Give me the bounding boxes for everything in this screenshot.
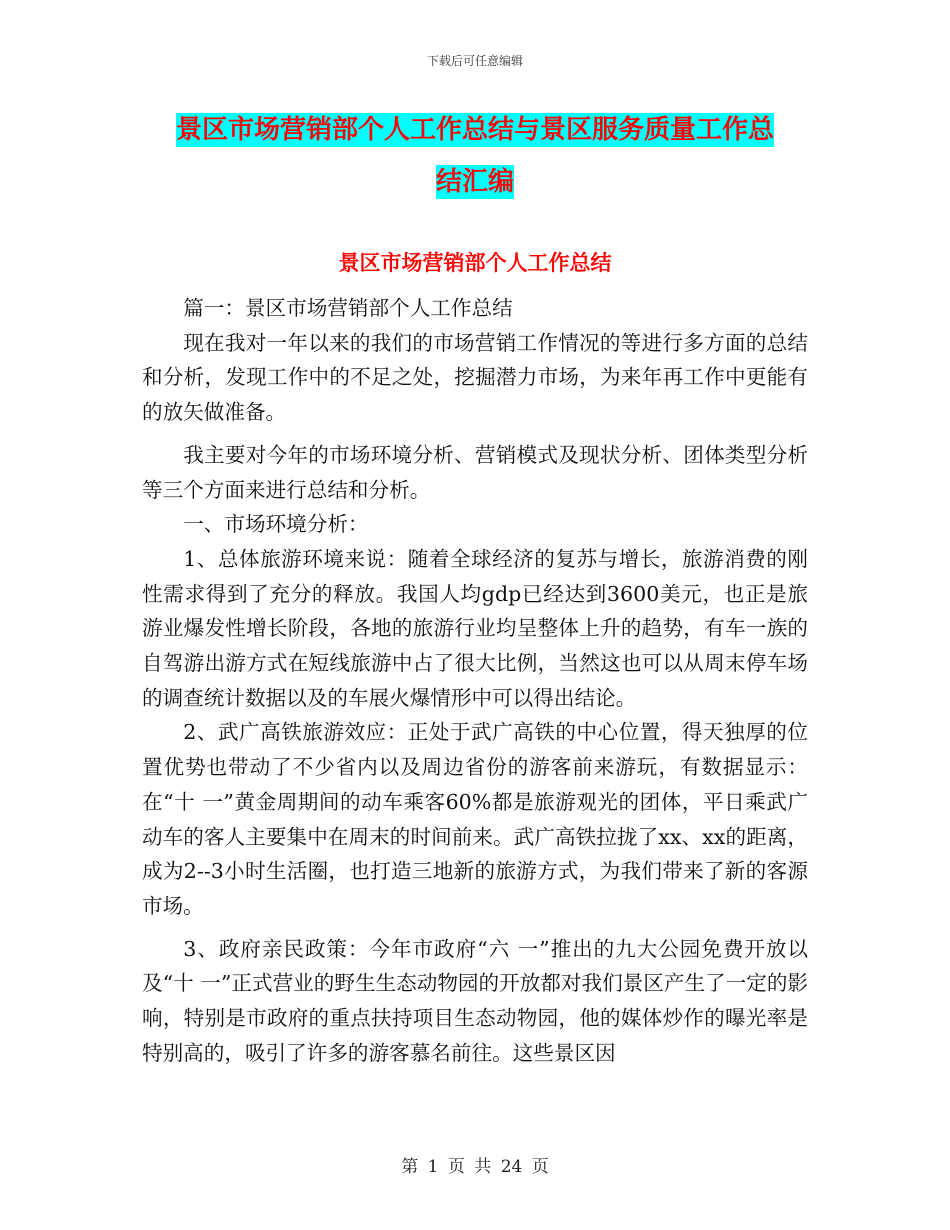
paragraph-scope: 我主要对今年的市场环境分析、营销模式及现状分析、团体类型分析等三个方面来进行总结和分析。: [142, 442, 808, 502]
document-title-line2: 结汇编: [435, 167, 514, 197]
header-note: 下载后可任意编辑: [426, 54, 523, 68]
document-body: [142, 291, 808, 1070]
paragraph-item-2: 2、武广高铁旅游效应：正处于武广高铁的中心位置，得天独厚的位置优势也带动了不少省内以及周边省份的游客前来游玩，有数据显示：在“十 一”黄金周期间的动车乘客60%都是旅游观光的团体，平日乘武广动车的客人主要集中在周末的时间前来。武广高铁拉拢了xx、xx的距离，成为2--3小时生活圈，也打造三地新的旅游方式，为我们带来了新的客源市场。: [142, 720, 808, 918]
paragraph-heading-market-analysis: 一、市场环境分析：: [183, 512, 369, 537]
document-title-line1: 景区市场营销部个人工作总结与景区服务质量工作总: [175, 115, 774, 145]
paragraph-item-3: 3、政府亲民政策：今年市政府“六 一”推出的九大公园免费开放以及“十 一”正式营业的野生生态动物园的开放都对我们景区产生了一定的影响，特别是市政府的重点扶持项目生态动物园，他的媒体炒作的曝光率是特别高的，吸引了许多的游客慕名前往。这些景区因: [142, 936, 809, 1065]
section-title: 景区市场营销部个人工作总结: [338, 250, 612, 275]
paragraph-intro: 现在我对一年以来的我们的市场营销工作情况的等进行多方面的总结和分析，发现工作中的不足之处，挖掘潜力市场，为来年再工作中更能有的放矢做准备。: [142, 330, 808, 425]
paragraph-part-heading: 篇一：景区市场营销部个人工作总结: [183, 296, 513, 320]
document-title: [150, 104, 800, 208]
paragraph-item-1: 1、总体旅游环境来说：随着全球经济的复苏与增长，旅游消费的刚性需求得到了充分的释放。我国人均gdp已经达到3600美元，也正是旅游业爆发性增长阶段，各地的旅游行业均呈整体上升的趋势，有车一族的自驾游出游方式在短线旅游中占了很大比例，当然这也可以从周末停车场的调查统计数据以及的车展火爆情形中可以得出结论。: [142, 546, 808, 710]
page-footer: 第 1 页 共 24 页: [401, 1157, 549, 1177]
